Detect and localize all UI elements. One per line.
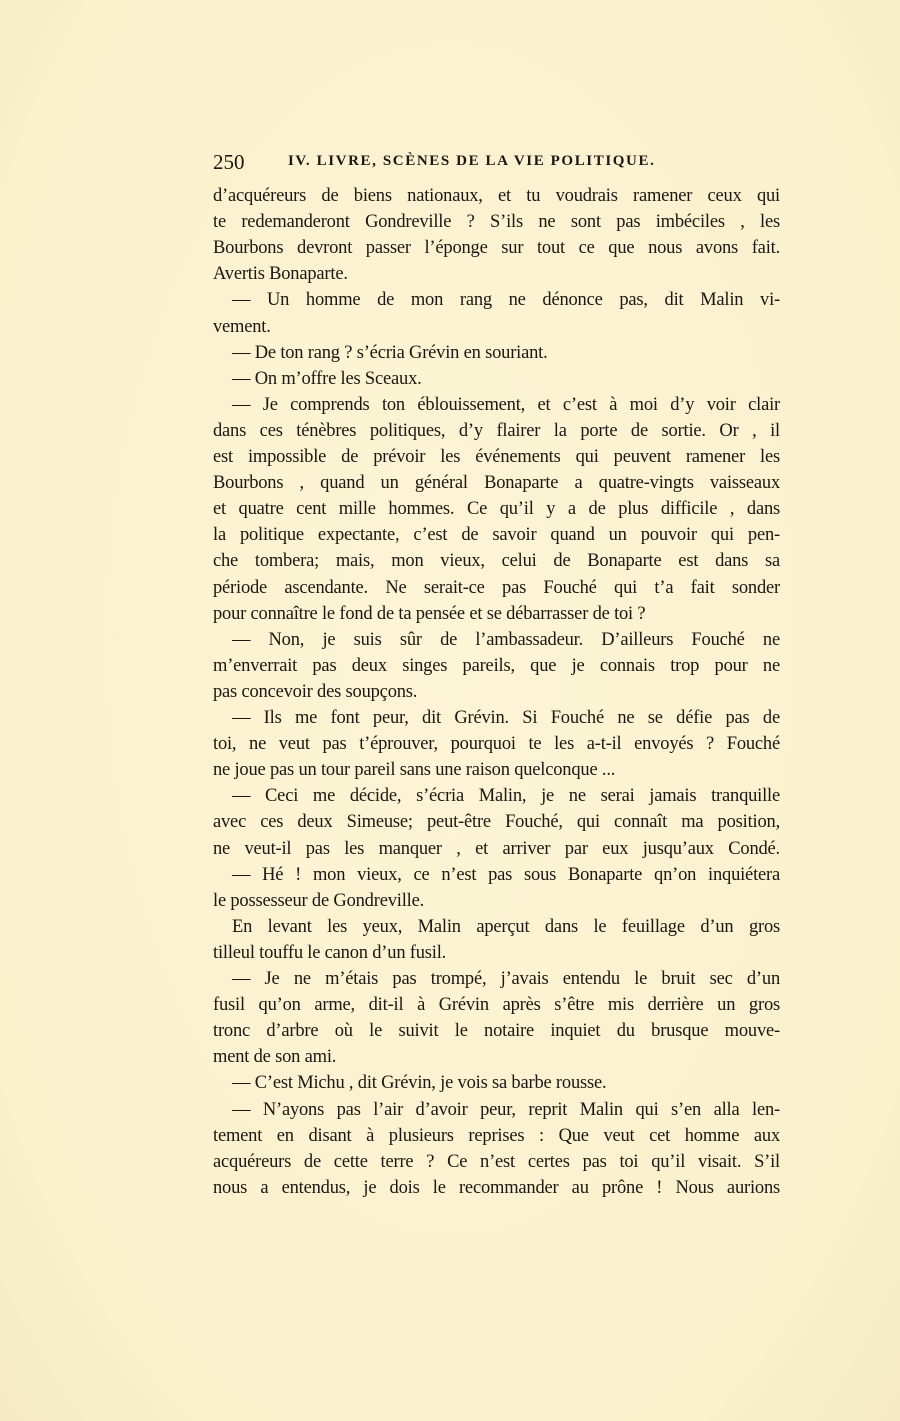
text-line: tronc d’arbre où le suivit le notaire inquiet du brusque mouve- [213, 1021, 780, 1042]
text-line: — Ceci me décide, s’écria Malin, je ne serai jamais tranquille [232, 786, 780, 807]
text-line: avec ces deux Simeuse; peut-être Fouché, qui connaît ma position, [213, 812, 780, 833]
text-line: ment de son ami. [213, 1047, 337, 1068]
text-line: le possesseur de Gondreville. [213, 890, 425, 911]
text-line: est impossible de prévoir les événements qui peuvent ramener les [213, 447, 780, 467]
text-line: — Non, je suis sûr de l’ambassadeur. D’ailleurs Fouché ne [232, 629, 780, 650]
text-line: et quatre cent mille hommes. Ce qu’il y a de plus difficile , dans [213, 499, 780, 520]
text-line: — N’ayons pas l’air d’avoir peur, reprit Malin qui s’en alla len- [232, 1099, 780, 1120]
text-line: nous a entendus, je dois le recommander au prône ! Nous aurions [213, 1177, 780, 1198]
text-line: te redemanderont Gondreville ? S’ils ne sont pas imbéciles , les [213, 212, 780, 233]
text-line: — C’est Michu , dit Grévin, je vois sa barbe rousse. [232, 1073, 607, 1094]
text-line: — Hé ! mon vieux, ce n’est pas sous Bonaparte qn’on inquiétera [232, 864, 780, 885]
text-line: période ascendante. Ne serait-ce pas Fouché qui t’a fait sonder [213, 577, 780, 598]
text-line: toi, ne veut pas t’éprouver, pourquoi te les a-t-il envoyés ? Fouché [213, 734, 780, 755]
text-line: che tombera; mais, mon vieux, celui de Bonaparte est dans sa [213, 551, 780, 572]
text-line: fusil qu’on arme, dit-il à Grévin après s’être mis derrière un gros [213, 995, 780, 1016]
text-line: Bourbons devront passer l’éponge sur tout ce que nous avons fait. [213, 238, 780, 259]
text-line: vement. [213, 316, 271, 337]
text-line: la politique expectante, c’est de savoir quand un pouvoir qui pen- [213, 525, 780, 546]
text-line: m’enverrait pas deux singes pareils, que je connais trop pour ne [213, 655, 780, 676]
text-line: — Un homme de mon rang ne dénonce pas, dit Malin vi- [232, 290, 780, 311]
text-line: En levant les yeux, Malin aperçut dans le feuillage d’un gros [232, 916, 780, 937]
text-line: acquéreurs de cette terre ? Ce n’est certes pas toi qu’il visait. S’il [213, 1151, 780, 1172]
text-line: Avertis Bonaparte. [213, 264, 348, 285]
text-line: — Ils me font peur, dit Grévin. Si Fouché ne se défie pas de [232, 708, 780, 728]
text-line: tement en disant à plusieurs reprises : Que veut cet homme aux [213, 1125, 780, 1146]
page-number: 250 [213, 150, 245, 174]
text-line: dans ces ténèbres politiques, d’y flairer la porte de sortie. Or , il [213, 420, 780, 441]
text-line: — Je comprends ton éblouissement, et c’est à moi d’y voir clair [232, 394, 780, 415]
text-line: ne veut-il pas les manquer , et arriver par eux jusqu’aux Condé. [213, 838, 780, 859]
text-line: pas concevoir des soupçons. [213, 681, 418, 702]
text-line: — De ton rang ? s’écria Grévin en souriant. [232, 342, 548, 363]
text-line: pour connaître le fond de ta pensée et se débarrasser de toi ? [213, 603, 646, 624]
text-line: Bourbons , quand un général Bonaparte a quatre-vingts vaisseaux [213, 473, 780, 494]
text-line: — On m’offre les Sceaux. [232, 368, 422, 389]
text-line: ne joue pas un tour pareil sans une raison quelconque ... [213, 760, 616, 781]
text-line: d’acquéreurs de biens nationaux, et tu voudrais ramener ceux qui [213, 186, 780, 206]
text-line: — Je ne m’étais pas trompé, j’avais entendu le bruit sec d’un [232, 969, 780, 989]
running-title: IV. LIVRE, SCÈNES DE LA VIE POLITIQUE. [288, 153, 656, 169]
running-header [213, 150, 780, 176]
text-line: tilleul touffu le canon d’un fusil. [213, 942, 447, 963]
